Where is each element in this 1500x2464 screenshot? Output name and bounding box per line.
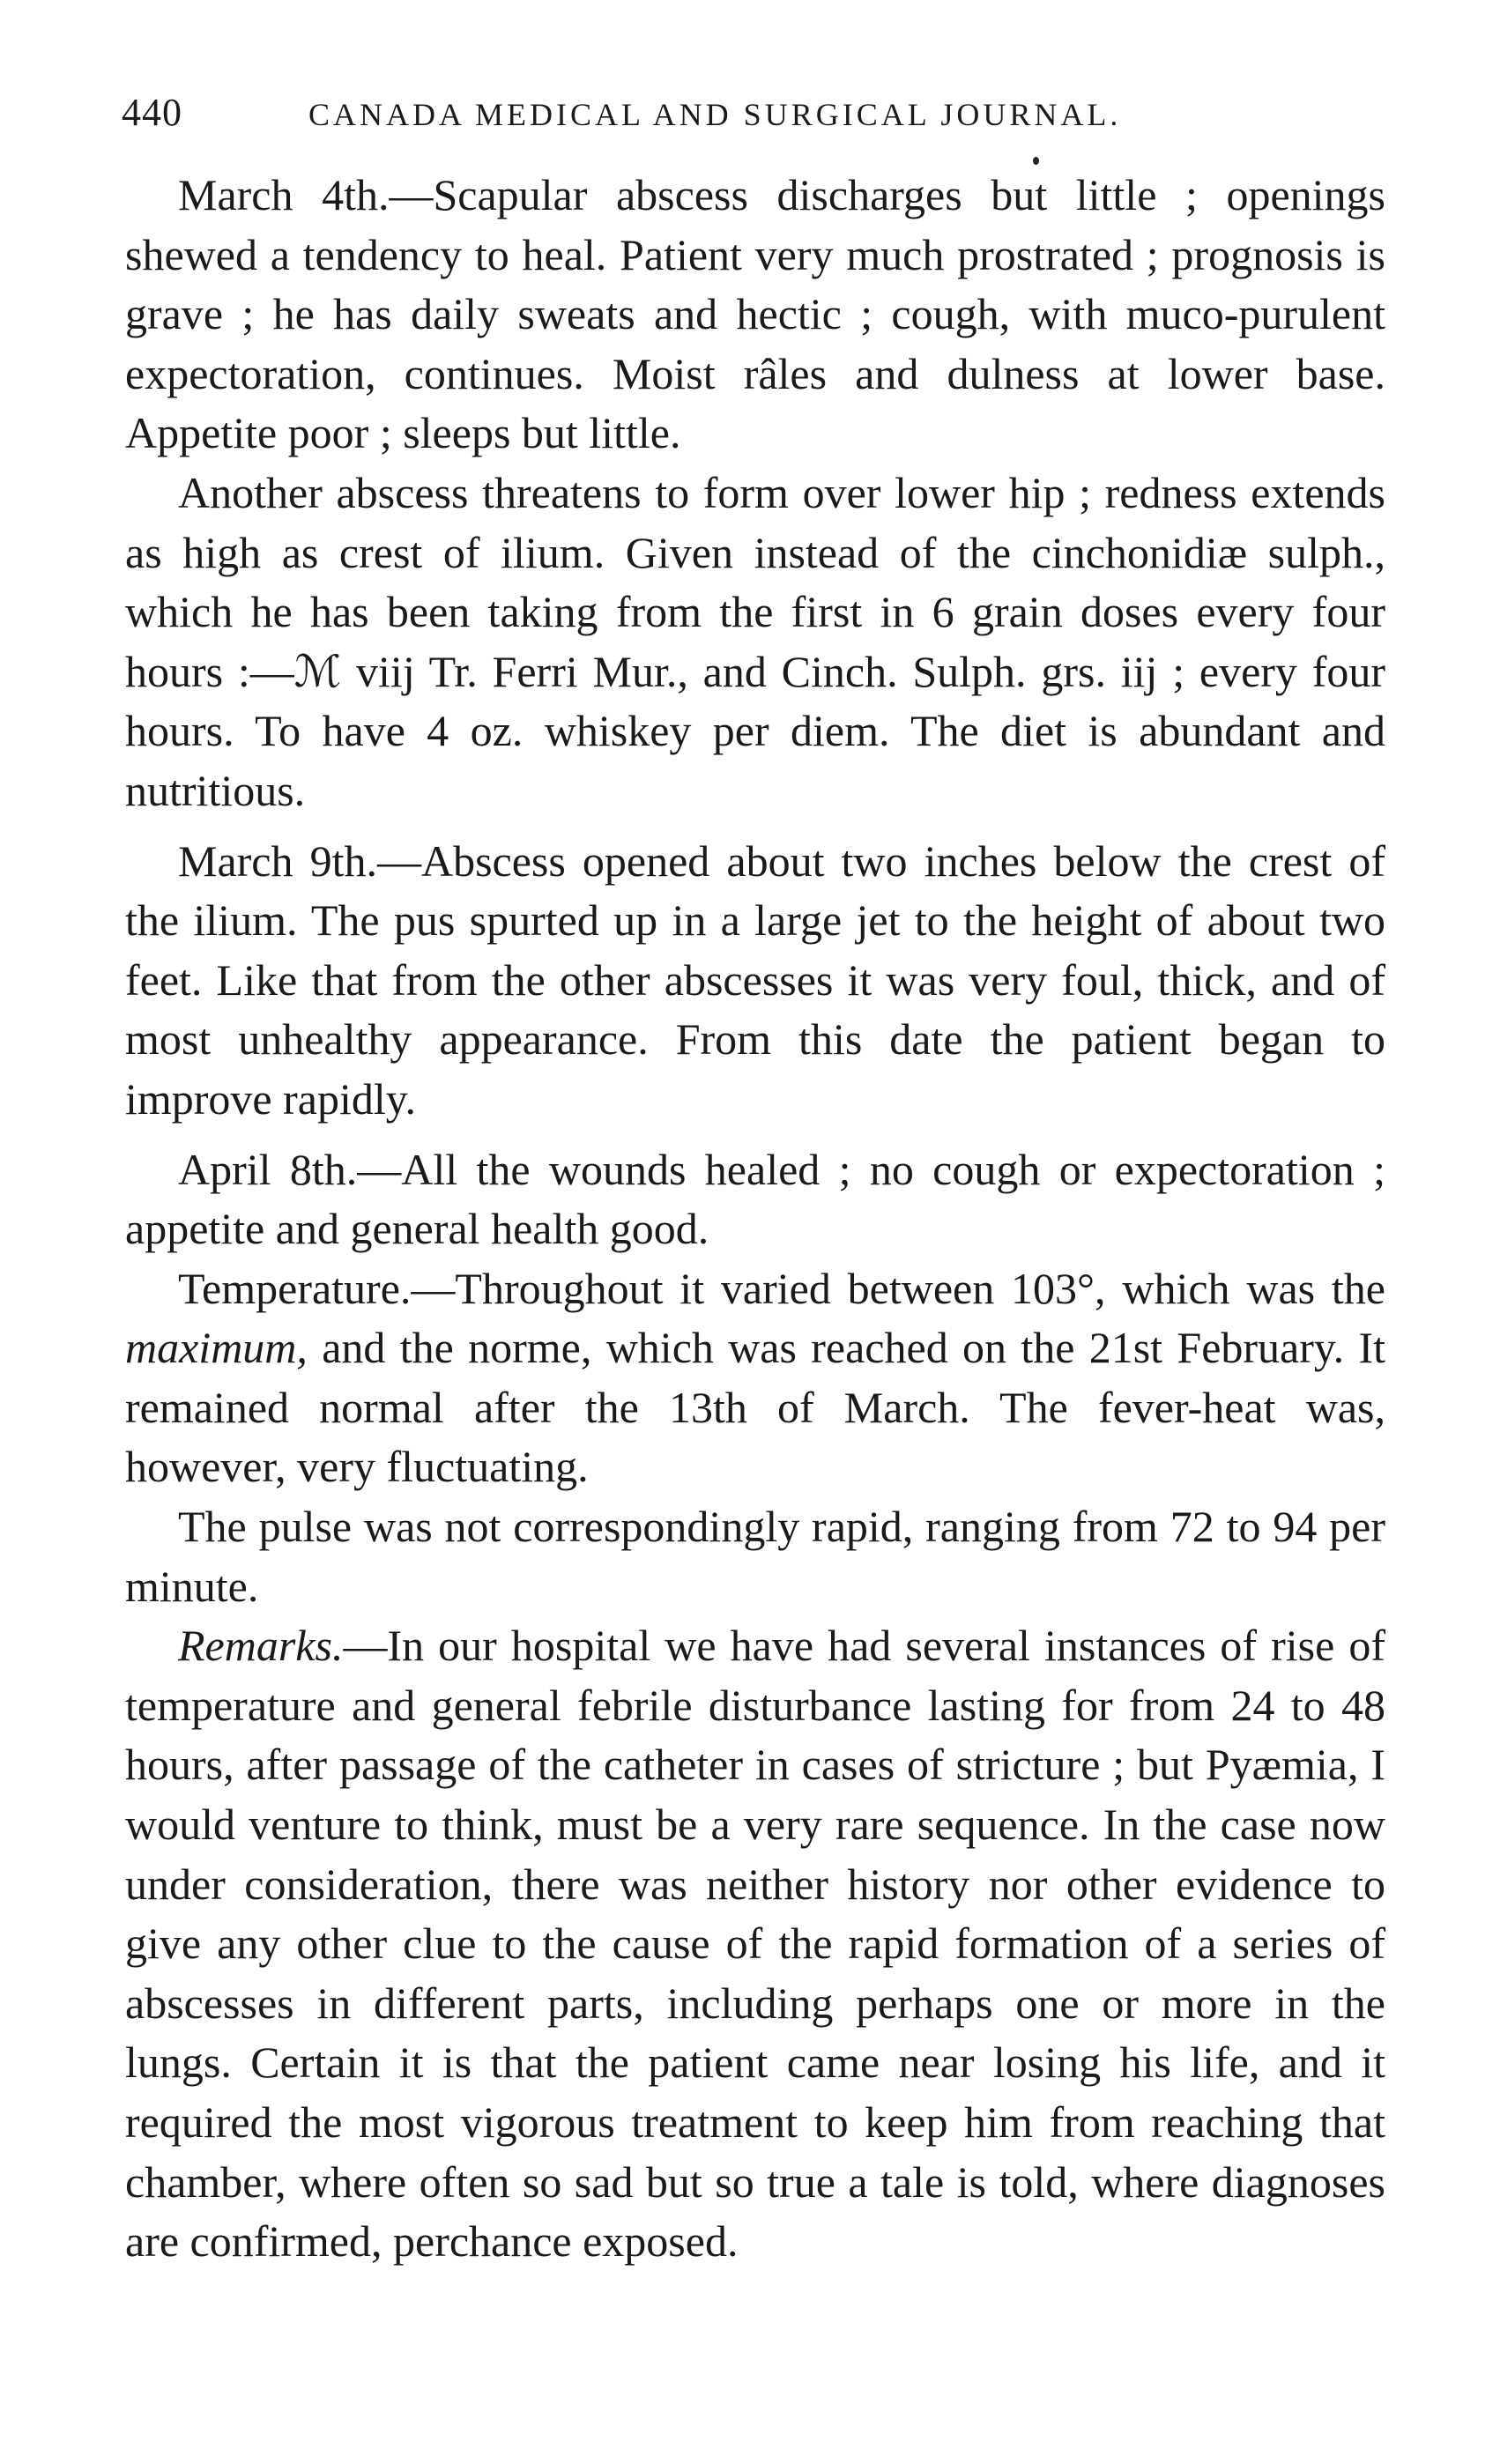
temperature-text-end: and the norme, which was reached on the 21st February. It remained normal after the 13th of March. The fever-heat was, however, very fluctuating. [125, 1323, 1385, 1492]
print-speck [1033, 157, 1039, 165]
running-head [122, 90, 1373, 143]
paragraph-march-9th: March 9th.—Abscess opened about two inches below the crest of the ilium. The pus spurted up in a large jet to the height of about two feet. Like that from the other abscesses it was very foul, thick, and of most unhealthy appearance. From this date the patient began to improve rapidly. [125, 835, 1385, 1124]
paragraph-another-abscess: Another abscess threatens to form over lower hip ; redness extends as high as crest of ilium. Given instead of the cinchonidiæ sulph., which he has been taking from the first in 6 grain doses every four hours :—ℳ viij Tr. Ferri Mur., and Cinch. Sulph. grs. iij ; every four hours. To have 4 oz. whiskey per diem. The diet is abundant and nutritious. [125, 467, 1385, 815]
remarks-text: —In our hospital we have had several instances of rise of temperature and general febrile disturbance lasting for from 24 to 48 hours, after passage of the catheter in cases of stricture ; but Pyæmia, I would venture to think, must be a very rare sequence. In the case now under consideration, there was neither history nor other evidence to give any other clue to the cause of the rapid formation of a series of abscesses in different parts, including perhaps one or more in the lungs. Certain it is that the patient came near losing his life, and it required the most vigorous treatment to keep him from reaching that chamber, where often so sad but so true a tale is told, where diagnoses are confirmed, perchance exposed. [125, 1621, 1385, 2267]
paragraph-temperature [125, 1259, 1385, 1497]
page-number: 440 [122, 91, 182, 134]
maximum-emphasis: maximum, [125, 1323, 308, 1373]
temperature-text-start: Temperature.—Throughout it varied between 103°, which was the [178, 1263, 1385, 1313]
journal-title: CANADA MEDICAL AND SURGICAL JOURNAL. [308, 97, 1122, 132]
paragraph-march-4th: March 4th.—Scapular abscess discharges but little ; openings shewed a tendency to heal. Patient very much prostrated ; prognosis is grave ; he has daily sweats and hectic ; cough, with muco-purulent expectoration, continues. Moist râles and dulness at lower base. Appetite poor ; sleeps but little. [125, 170, 1385, 458]
paragraph-remarks [125, 1616, 1385, 2272]
paragraph-april-8th: April 8th.—All the wounds healed ; no cough or expectoration ; appetite and general health good. [125, 1144, 1385, 1254]
paragraph-pulse: The pulse was not correspondingly rapid, ranging from 72 to 94 per minute. [125, 1502, 1385, 1611]
article-body [125, 166, 1385, 2272]
remarks-heading: Remarks. [178, 1621, 344, 1671]
